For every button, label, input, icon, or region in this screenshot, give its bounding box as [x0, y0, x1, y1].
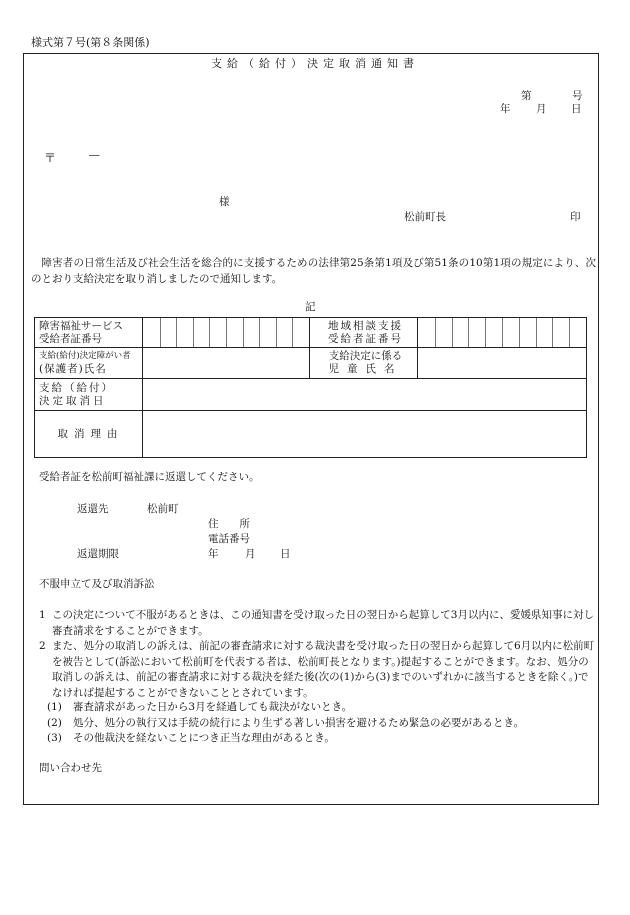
consult-cert-number-grid[interactable] — [418, 318, 587, 348]
ki-heading: 記 — [305, 301, 316, 313]
return-deadline-year: 年 — [208, 548, 219, 560]
digit-box-divider — [226, 318, 227, 347]
sub-item-number: (1) — [47, 701, 62, 713]
service-cert-label-line1: 障害福祉サービス — [39, 319, 123, 332]
service-cert-label-line2: 受給者証番号 — [39, 332, 102, 345]
table-row — [35, 411, 587, 458]
contact-label: 問い合わせ先 — [39, 762, 102, 774]
digit-box-divider — [452, 318, 453, 347]
clause-number: 1 — [39, 609, 46, 621]
digit-box-divider — [243, 318, 244, 347]
return-destination-label: 返還先 — [77, 503, 109, 515]
form-number: 様式第７号(第８条関係) — [31, 36, 150, 49]
phone-label: 電話番号 — [208, 533, 250, 545]
child-name-label-line2: 児童氏名 — [328, 363, 403, 375]
cancel-date-label — [35, 379, 143, 411]
service-cert-label — [35, 318, 143, 348]
objection-clause-1 — [39, 608, 595, 639]
service-cert-number-grid[interactable] — [143, 318, 310, 348]
document-number-unit: 号 — [572, 90, 583, 102]
clause-text: この決定について不服があるときは、この通知書を受け取った日の翌日から起算して3月以内に、愛媛県知事に対し審査請求をすることができます。 — [52, 609, 594, 637]
cancel-reason-label-text: 取消理由 — [57, 427, 124, 440]
sub-item-number: (2) — [47, 717, 62, 729]
clause-text: また、処分の取消しの訴えは、前記の審査請求に対する裁決書を受け取った日の翌日から起算して6月以内に松前町を被告として(訴訟において松前町を代表する者は、松前町長となります。)提起することができます。なお、処分の取消しの訴えは、前記の審査請求に対する裁決を経た後(次の(1)から(3)までのいずれかに該当するときを除く。)でなければ提起することができないこととされています。 — [52, 640, 595, 699]
issue-date-month: 月 — [536, 103, 547, 115]
intro-paragraph: 障害者の日常生活及び社会生活を総合的に支援するための法律第25条第1項及び第51条の10第1項の規定により、次のとおり支給決定を取り消しましたので通知します。 — [31, 257, 596, 285]
table-row — [35, 318, 587, 348]
sub-item-text: 処分、処分の執行又は手続の続行により生ずる著しい損害を避けるため緊急の必要があるとき。 — [73, 717, 525, 729]
objection-title: 不服申立て及び取消訴訟 — [39, 578, 155, 590]
digit-box-divider — [193, 318, 194, 347]
digit-box-divider — [552, 318, 553, 347]
digit-box-divider — [292, 318, 293, 347]
return-deadline-day: 日 — [280, 548, 291, 560]
document-number-label: 第 — [521, 90, 532, 102]
digit-box-divider — [502, 318, 503, 347]
person-name-label-line1: 支給(給付)決定障がい者 — [39, 351, 131, 361]
table-row — [35, 348, 587, 379]
seal-mark: 印 — [570, 211, 581, 223]
sub-item-text: その他裁決を経ないことにつき正当な理由があるとき。 — [73, 732, 335, 744]
objection-sub-item-2 — [47, 716, 587, 732]
objection-sub-item-1 — [47, 700, 587, 716]
document-title: 支給（給付）決定取消通知書 — [211, 57, 419, 70]
issue-date-year: 年 — [500, 103, 511, 115]
address-label: 住 所 — [208, 518, 250, 530]
return-deadline-label: 返還期限 — [77, 548, 119, 560]
consult-cert-digit-boxes — [418, 318, 586, 347]
objection-clause-2 — [39, 639, 595, 701]
child-name-label — [310, 348, 418, 379]
return-destination-value: 松前町 — [147, 503, 179, 515]
consult-cert-label-line2: 受給者証番号 — [328, 332, 403, 345]
issuer-name: 松前町長 — [404, 211, 446, 223]
cancel-reason-label — [35, 411, 143, 458]
cancel-date-label-line2: 決定取消日 — [39, 394, 107, 407]
postal-code-dash: ― — [89, 149, 100, 161]
objection-sub-item-3 — [47, 731, 587, 747]
cancel-reason-field[interactable] — [143, 411, 587, 458]
sub-item-text: 審査請求があった日から3月を経過しても裁決がないとき。 — [73, 701, 353, 713]
digit-box-divider — [176, 318, 177, 347]
digit-box-divider — [485, 318, 486, 347]
clause-number: 2 — [39, 640, 46, 652]
consult-cert-label — [310, 318, 418, 348]
table-row — [35, 379, 587, 411]
digit-box-divider — [519, 318, 520, 347]
person-name-label — [35, 348, 143, 379]
recipient-honorific: 様 — [219, 196, 230, 208]
child-name-field[interactable] — [418, 348, 587, 379]
digit-box-divider — [160, 318, 161, 347]
digit-box-divider — [209, 318, 210, 347]
digit-box-divider — [276, 318, 277, 347]
return-deadline-month: 月 — [245, 548, 256, 560]
digit-box-divider — [468, 318, 469, 347]
person-name-field[interactable] — [143, 348, 310, 379]
consult-cert-label-line1: 地域相談支援 — [328, 319, 403, 332]
digit-box-divider — [259, 318, 260, 347]
cancel-date-field[interactable] — [143, 379, 587, 411]
person-name-label-line2: (保護者)氏名 — [39, 363, 107, 375]
digit-box-divider — [435, 318, 436, 347]
digit-box-divider — [536, 318, 537, 347]
issue-date-day: 日 — [571, 103, 582, 115]
child-name-label-line1: 支給決定に係る — [328, 350, 403, 362]
cancel-date-label-line1: 支給（給付） — [39, 381, 114, 394]
record-table — [34, 317, 587, 458]
postal-mark-icon: 〒 — [44, 151, 57, 165]
return-note: 受給者証を松前町福祉課に返還してください。 — [39, 471, 260, 483]
digit-box-divider — [569, 318, 570, 347]
service-cert-digit-boxes — [143, 318, 309, 347]
sub-item-number: (3) — [47, 732, 62, 744]
